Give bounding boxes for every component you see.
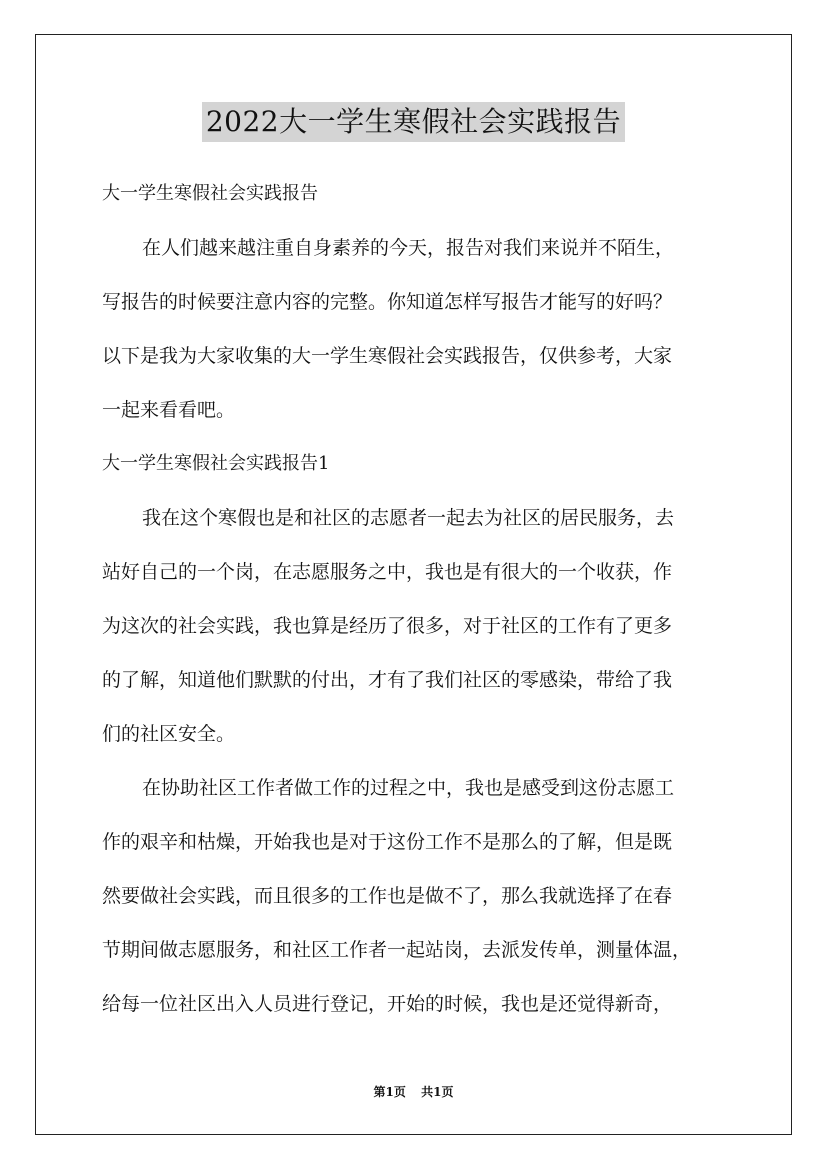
paragraph-line: 在人们越来越注重自身素养的今天，报告对我们来说并不陌生，	[142, 237, 675, 259]
paragraph-line: 们的社区安全。	[102, 723, 236, 745]
paragraph-line: 的了解，知道他们默默的付出，才有了我们社区的零感染，带给了我	[102, 669, 673, 691]
page-footer	[0, 1084, 827, 1100]
subtitle-line: 大一学生寒假社会实践报告	[102, 183, 318, 204]
section-heading: 大一学生寒假社会实践报告1	[102, 453, 330, 474]
paragraph-line: 站好自己的一个岗，在志愿服务之中，我也是有很大的一个收获，作	[102, 561, 673, 583]
page-number: 第1页	[373, 1085, 406, 1099]
paragraph-line: 作的艰辛和枯燥，开始我也是对于这份工作不是那么的了解，但是既	[102, 831, 673, 853]
page-total: 共1页	[421, 1085, 454, 1099]
paragraph-line: 为这次的社会实践，我也算是经历了很多，对于社区的工作有了更多	[102, 615, 673, 637]
paragraph-line: 我在这个寒假也是和社区的志愿者一起去为社区的居民服务，去	[142, 507, 675, 529]
paragraph-line: 以下是我为大家收集的大一学生寒假社会实践报告，仅供参考，大家	[102, 345, 673, 367]
paragraph-line: 一起来看看吧。	[102, 399, 236, 421]
paragraph-line: 给每一位社区出入人员进行登记，开始的时候，我也是还觉得新奇，	[102, 993, 673, 1015]
paragraph-line: 节期间做志愿服务，和社区工作者一起站岗，去派发传单，测量体温，	[102, 939, 692, 961]
document-title: 2022大一学生寒假社会实践报告	[202, 102, 625, 142]
paragraph-line: 然要做社会实践，而且很多的工作也是做不了，那么我就选择了在春	[102, 885, 673, 907]
paragraph-line: 在协助社区工作者做工作的过程之中，我也是感受到这份志愿工	[142, 777, 675, 799]
title-container	[0, 102, 827, 142]
paragraph-line: 写报告的时候要注意内容的完整。你知道怎样写报告才能写的好吗？	[102, 291, 673, 313]
